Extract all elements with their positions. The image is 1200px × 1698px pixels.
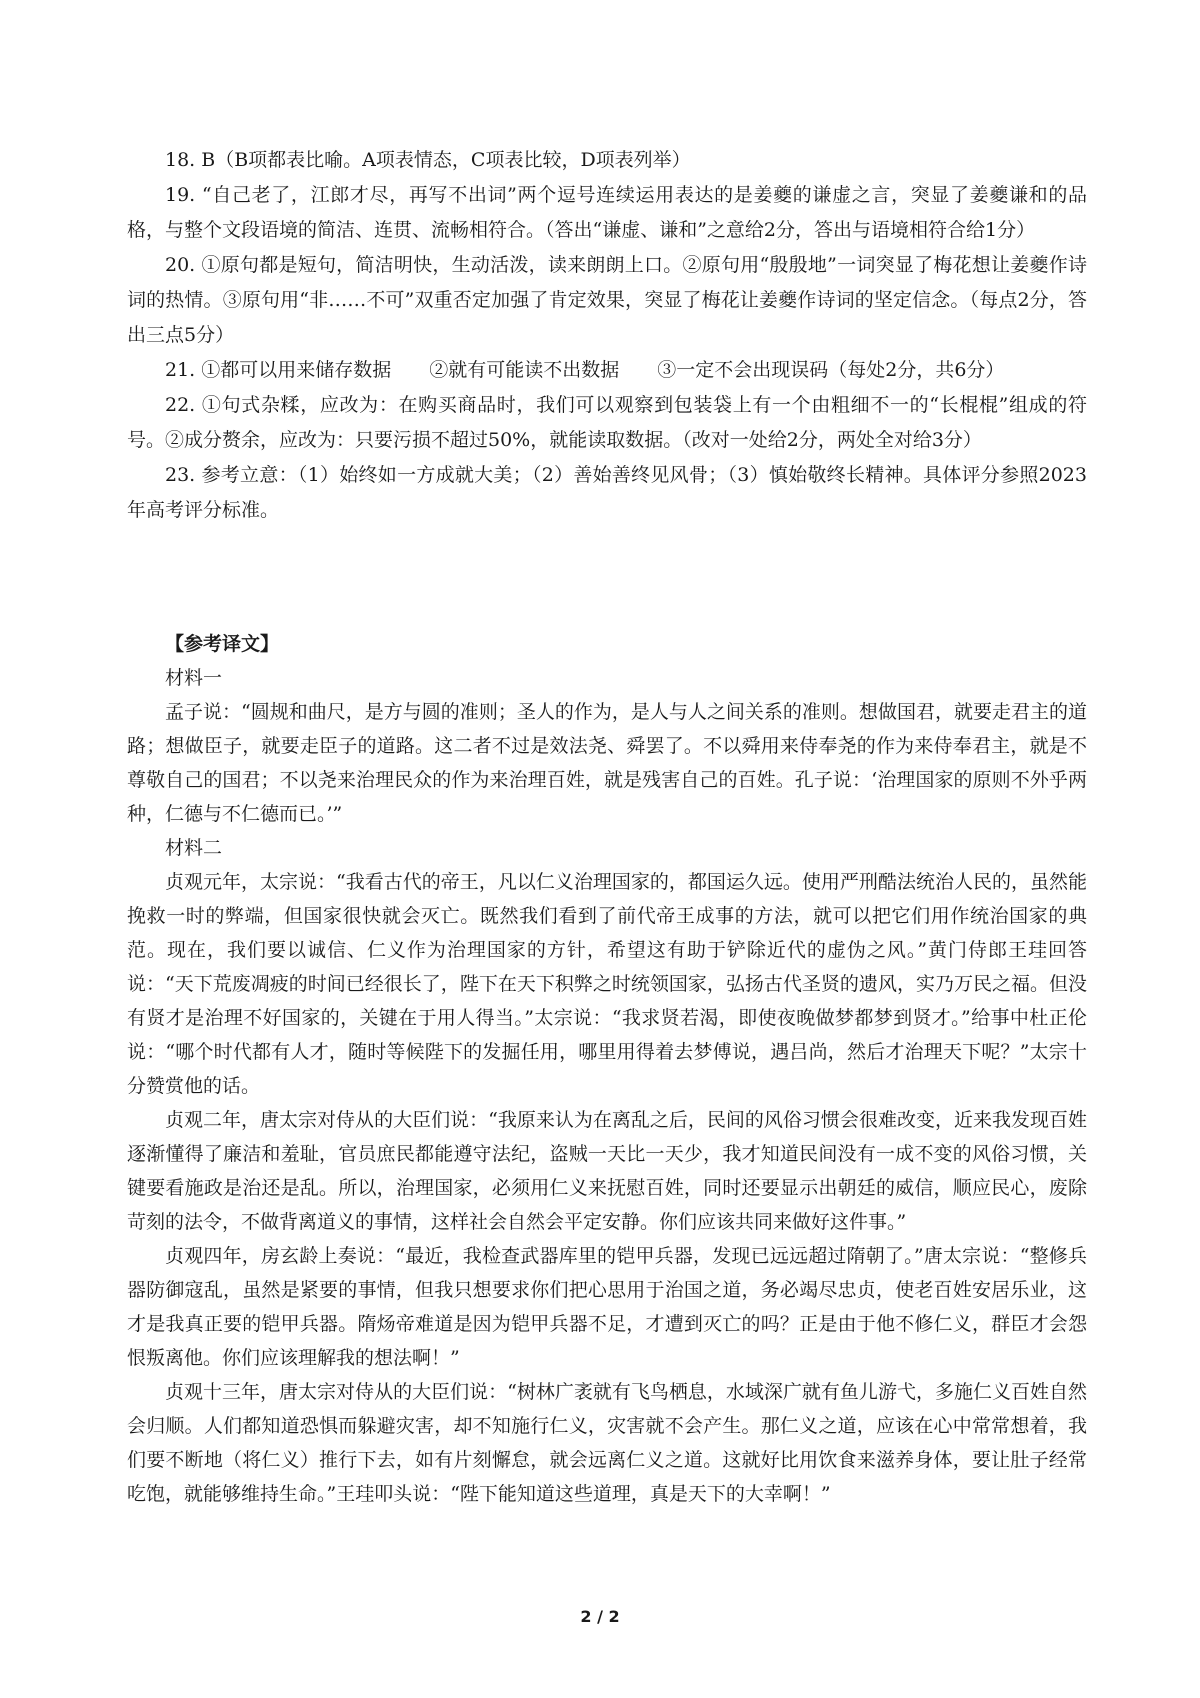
- material-two-paragraph-1: 贞观元年，太宗说：“我看古代的帝王，凡以仁义治理国家的，都国运久远。使用严刑酷法统治人民的，虽然能挽救一时的弊端，但国家很快就会灭亡。既然我们看到了前代帝王成事的方法，就可以把它们用作统治国家的典范。现在，我们要以诚信、仁义作为治理国家的方针，希望这有助于铲除近代的虚伪之风。”黄门侍郎王珪回答说：“天下荒废凋疲的时间已经很长了，陛下在天下积弊之时统领国家，弘扬古代圣贤的遗风，实乃万民之福。但没有贤才是治理不好国家的，关键在于用人得当。”太宗说：“我求贤若渴，即使夜晚做梦都梦到贤才。”给事中杜正伦说：“哪个时代都有人才，随时等候陛下的发掘任用，哪里用得着去梦傅说，遇吕尚，然后才治理天下呢？”太宗十分赞赏他的话。: [127, 871, 1087, 1097]
- answer-21: 21. ①都可以用来储存数据 ②就有可能读不出数据 ③一定不会出现误码（每处2分，共6分）: [165, 359, 1005, 381]
- material-two-paragraph-4: 贞观十三年，唐太宗对侍从的大臣们说：“树林广袤就有飞鸟栖息，水域深广就有鱼儿游弋，多施仁义百姓自然会归顺。人们都知道恐惧而躲避灾害，却不知施行仁义，灾害就不会产生。那仁义之道，应该在心中常常想着，我们要不断地（将仁义）推行下去，如有片刻懈怠，就会远离仁义之道。这就好比用饮食来滋养身体，要让肚子经常吃饱，就能够维持生命。”王珪叩头说：“陛下能知道这些道理，真是天下的大幸啊！”: [127, 1381, 1087, 1505]
- translation-section: [127, 627, 1087, 1511]
- material-two-label: 材料二: [165, 837, 223, 859]
- answer-20: 20. ①原句都是短句，简洁明快，生动活泼，读来朗朗上口。②原句用“殷殷地”一词突显了梅花想让姜夔作诗词的热情。③原句用“非……不可”双重否定加强了肯定效果，突显了梅花让姜夔作诗词的坚定信念。（每点2分，答出三点5分）: [127, 254, 1087, 346]
- material-two-paragraph-3: 贞观四年，房玄龄上奏说：“最近，我检查武器库里的铠甲兵器，发现已远远超过隋朝了。”唐太宗说：“整修兵器防御寇乱，虽然是紧要的事情，但我只想要求你们把心思用于治国之道，务必竭尽忠贞，使老百姓安居乐业，这才是我真正要的铠甲兵器。隋炀帝难道是因为铠甲兵器不足，才遭到灭亡的吗？正是由于他不修仁义，群臣才会怨恨叛离他。你们应该理解我的想法啊！”: [127, 1245, 1087, 1369]
- answer-section: [127, 143, 1087, 528]
- answer-22: 22. ①句式杂糅，应改为：在购买商品时，我们可以观察到包装袋上有一个由粗细不一的“长棍棍”组成的符号。②成分赘余，应改为：只要污损不超过50%，就能读取数据。（改对一处给2分，两处全对给3分）: [127, 394, 1087, 451]
- material-one-paragraph: 孟子说：“圆规和曲尺，是方与圆的准则；圣人的作为，是人与人之间关系的准则。想做国君，就要走君主的道路；想做臣子，就要走臣子的道路。这二者不过是效法尧、舜罢了。不以舜用来侍奉尧的作为来侍奉君主，就是不尊敬自己的国君；不以尧来治理民众的作为来治理百姓，就是残害自己的百姓。孔子说：‘治理国家的原则不外乎两种，仁德与不仁德而已。’”: [127, 701, 1087, 825]
- material-two-paragraph-2: 贞观二年，唐太宗对侍从的大臣们说：“我原来认为在离乱之后，民间的风俗习惯会很难改变，近来我发现百姓逐渐懂得了廉洁和羞耻，官员庶民都能遵守法纪，盗贼一天比一天少，我才知道民间没有一成不变的风俗习惯，关键要看施政是治还是乱。所以，治理国家，必须用仁义来抚慰百姓，同时还要显示出朝廷的威信，顺应民心，废除苛刻的法令，不做背离道义的事情，这样社会自然会平定安静。你们应该共同来做好这件事。”: [127, 1109, 1087, 1233]
- material-one-label: 材料一: [165, 667, 223, 689]
- page-number: 2 / 2: [580, 1607, 620, 1626]
- answer-23: 23. 参考立意：（1）始终如一方成就大美；（2）善始善终见风骨；（3）慎始敬终长精神。具体评分参照2023年高考评分标准。: [127, 464, 1087, 521]
- translation-heading: 【参考译文】: [165, 633, 280, 655]
- answer-18: 18. B（B项都表比喻。A项表情态，C项表比较，D项表列举）: [165, 149, 691, 171]
- answer-19: 19. “自己老了，江郎才尽，再写不出词”两个逗号连续运用表达的是姜夔的谦虚之言，突显了姜夔谦和的品格，与整个文段语境的简洁、连贯、流畅相符合。（答出“谦虚、谦和”之意给2分，答出与语境相符合给1分）: [127, 184, 1087, 241]
